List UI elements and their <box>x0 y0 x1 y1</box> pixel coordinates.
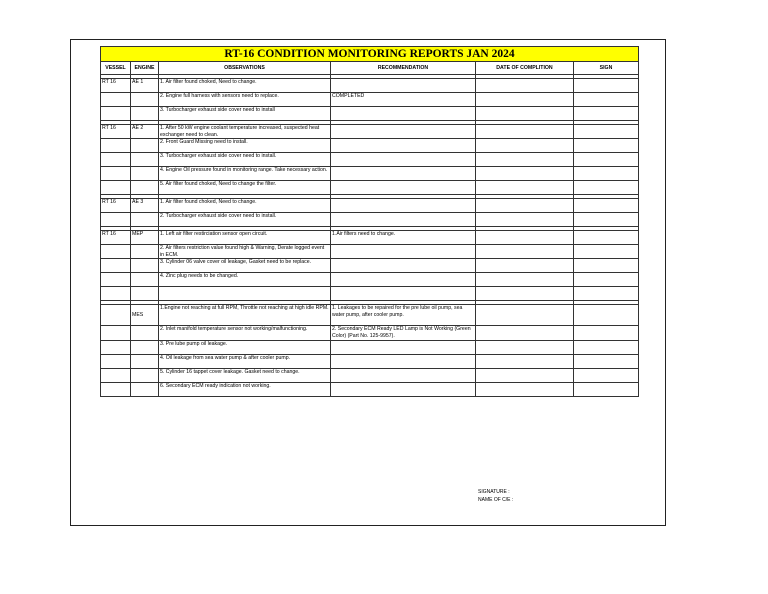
vessel-cell <box>101 245 131 259</box>
observation-cell: 2. Engine full harness with sensors need to replace. <box>159 93 331 107</box>
completion-date-cell <box>476 305 574 326</box>
sign-cell <box>574 139 639 153</box>
report-table <box>100 46 639 397</box>
vessel-cell <box>101 181 131 195</box>
engine-cell <box>131 139 159 153</box>
observation-cell: 3. Turbocharger exhaust side cover need to install <box>159 107 331 121</box>
recommendation-cell <box>331 354 476 368</box>
sign-cell <box>574 199 639 213</box>
vessel-cell <box>101 326 131 340</box>
table-row <box>101 79 639 93</box>
recommendation-cell: 1.Air filters need to change. <box>331 231 476 245</box>
engine-cell <box>131 354 159 368</box>
engine-cell <box>131 153 159 167</box>
observation-cell: 3. Turbocharger exhaust side cover need to install. <box>159 153 331 167</box>
completion-date-cell <box>476 181 574 195</box>
completion-date-cell <box>476 287 574 301</box>
recommendation-cell <box>331 340 476 354</box>
engine-cell <box>131 181 159 195</box>
completion-date-cell <box>476 139 574 153</box>
engine-cell <box>131 93 159 107</box>
engine-cell: MEP <box>131 231 159 245</box>
completion-date-cell <box>476 326 574 340</box>
sign-cell <box>574 245 639 259</box>
sign-cell <box>574 125 639 139</box>
completion-date-cell <box>476 259 574 273</box>
observation-cell: 6. Secondary ECM ready indication not working. <box>159 382 331 396</box>
table-row <box>101 245 639 259</box>
table-row <box>101 287 639 301</box>
vessel-cell: RT 16 <box>101 125 131 139</box>
vessel-cell <box>101 273 131 287</box>
completion-date-cell <box>476 245 574 259</box>
recommendation-cell <box>331 259 476 273</box>
vessel-cell <box>101 93 131 107</box>
observation-cell: 3. Pre lube pump oil leakage. <box>159 340 331 354</box>
recommendation-cell <box>331 273 476 287</box>
sign-cell <box>574 231 639 245</box>
recommendation-cell: 1. Leakages to be repaired for the pre lube oil pump, sea water pump, after cooler pump. <box>331 305 476 326</box>
table-row <box>101 93 639 107</box>
sign-cell <box>574 167 639 181</box>
header-vessel: VESSEL <box>101 62 131 75</box>
engine-cell: AE 2 <box>131 125 159 139</box>
table-row <box>101 382 639 396</box>
engine-cell <box>131 326 159 340</box>
engine-cell: AE 1 <box>131 79 159 93</box>
recommendation-cell <box>331 287 476 301</box>
observation-cell: 4. Oil leakage from sea water pump & after cooler pump. <box>159 354 331 368</box>
observation-cell: 1. Air filter found choked, Need to change. <box>159 79 331 93</box>
table-row <box>101 181 639 195</box>
engine-cell: AE 3 <box>131 199 159 213</box>
vessel-cell <box>101 107 131 121</box>
vessel-cell <box>101 139 131 153</box>
observation-cell: 2. Inlet manifold temperature sensor not working/malfunctioning. <box>159 326 331 340</box>
engine-cell <box>131 245 159 259</box>
recommendation-cell <box>331 213 476 227</box>
sign-cell <box>574 382 639 396</box>
table-row <box>101 259 639 273</box>
engine-cell <box>131 213 159 227</box>
completion-date-cell <box>476 273 574 287</box>
table-row <box>101 139 639 153</box>
recommendation-cell <box>331 153 476 167</box>
observation-cell <box>159 287 331 301</box>
sign-cell <box>574 181 639 195</box>
recommendation-cell <box>331 181 476 195</box>
completion-date-cell <box>476 153 574 167</box>
observation-cell: 1. Air filter found choked, Need to change. <box>159 199 331 213</box>
observation-cell: 1. After 50 kW engine coolant temperature increased, suspected heat exchanger need to clean. <box>159 125 331 139</box>
sign-cell <box>574 287 639 301</box>
completion-date-cell <box>476 213 574 227</box>
observation-cell: 2. Turbocharger exhaust side cover need to install. <box>159 213 331 227</box>
observation-cell: 1. Left air filter restirciation sensor open circuit. <box>159 231 331 245</box>
sign-cell <box>574 326 639 340</box>
recommendation-cell <box>331 139 476 153</box>
table-row <box>101 153 639 167</box>
chief-engineer-name-label: NAME OF C/E : <box>478 497 514 503</box>
vessel-cell <box>101 354 131 368</box>
vessel-cell: RT 16 <box>101 231 131 245</box>
engine-cell: MES <box>131 305 159 326</box>
recommendation-cell <box>331 382 476 396</box>
vessel-cell: RT 16 <box>101 79 131 93</box>
recommendation-cell <box>331 125 476 139</box>
observation-cell: 3. Cylinder 06 valve cover oil leakage, Gasket need to be replace. <box>159 259 331 273</box>
observation-cell: 2. Front Guard Missing need to install. <box>159 139 331 153</box>
sign-cell <box>574 107 639 121</box>
table-row <box>101 199 639 213</box>
recommendation-cell: COMPLETED <box>331 93 476 107</box>
vessel-cell <box>101 305 131 326</box>
signature-label: SIGNATURE : <box>478 489 510 495</box>
header-sign: SIGN <box>574 62 639 75</box>
recommendation-cell <box>331 167 476 181</box>
engine-cell <box>131 340 159 354</box>
recommendation-cell: 2. Secondary ECM Ready LED Lamp is Not Working (Green Color) (Part No. 125-9957). <box>331 326 476 340</box>
recommendation-cell <box>331 199 476 213</box>
engine-cell <box>131 368 159 382</box>
sign-cell <box>574 213 639 227</box>
sign-cell <box>574 340 639 354</box>
observation-cell: 4. Engine Oil pressure found in monitoring range. Take necessary action. <box>159 167 331 181</box>
table-row <box>101 107 639 121</box>
sign-cell <box>574 368 639 382</box>
engine-cell <box>131 167 159 181</box>
table-row <box>101 167 639 181</box>
completion-date-cell <box>476 79 574 93</box>
table-row <box>101 231 639 245</box>
header-observations: OBSERVATIONS <box>159 62 331 75</box>
vessel-cell <box>101 167 131 181</box>
sign-cell <box>574 79 639 93</box>
observation-cell: 4. Zinc plug needs to be changed. <box>159 273 331 287</box>
report-title: RT-16 CONDITION MONITORING REPORTS JAN 2024 <box>101 47 639 62</box>
table-row <box>101 340 639 354</box>
vessel-cell <box>101 287 131 301</box>
sign-cell <box>574 93 639 107</box>
completion-date-cell <box>476 93 574 107</box>
table-row <box>101 125 639 139</box>
completion-date-cell <box>476 167 574 181</box>
observation-cell: 2. Air filters restriction value found high & Warning, Derate logged event in ECM. <box>159 245 331 259</box>
observation-cell: 1.Engine not reaching at full RPM, Throttle not reaching at high idle RPM. <box>159 305 331 326</box>
sign-cell <box>574 354 639 368</box>
completion-date-cell <box>476 368 574 382</box>
vessel-cell <box>101 153 131 167</box>
engine-cell <box>131 273 159 287</box>
sign-cell <box>574 259 639 273</box>
sign-cell <box>574 273 639 287</box>
vessel-cell: RT 16 <box>101 199 131 213</box>
completion-date-cell <box>476 340 574 354</box>
table-row <box>101 273 639 287</box>
table-row <box>101 305 639 326</box>
table-row <box>101 354 639 368</box>
header-recommendation: RECOMMENDATION <box>331 62 476 75</box>
completion-date-cell <box>476 382 574 396</box>
header-engine: ENGINE <box>131 62 159 75</box>
table-row <box>101 368 639 382</box>
table-row <box>101 213 639 227</box>
recommendation-cell <box>331 79 476 93</box>
recommendation-cell <box>331 245 476 259</box>
sign-cell <box>574 153 639 167</box>
engine-cell <box>131 259 159 273</box>
completion-date-cell <box>476 231 574 245</box>
completion-date-cell <box>476 354 574 368</box>
sign-cell <box>574 305 639 326</box>
vessel-cell <box>101 259 131 273</box>
engine-cell <box>131 287 159 301</box>
vessel-cell <box>101 340 131 354</box>
completion-date-cell <box>476 125 574 139</box>
vessel-cell <box>101 368 131 382</box>
header-date-of-completion: DATE OF COMPLITION <box>476 62 574 75</box>
observation-cell: 5. Cylinder 16 tappet cover leakage. Gasket need to change. <box>159 368 331 382</box>
vessel-cell <box>101 213 131 227</box>
engine-cell <box>131 382 159 396</box>
observation-cell: 5. Air filter found choked, Need to change the filter. <box>159 181 331 195</box>
table-row <box>101 326 639 340</box>
report-body <box>101 75 639 397</box>
engine-cell <box>131 107 159 121</box>
completion-date-cell <box>476 107 574 121</box>
completion-date-cell <box>476 199 574 213</box>
recommendation-cell <box>331 368 476 382</box>
recommendation-cell <box>331 107 476 121</box>
vessel-cell <box>101 382 131 396</box>
